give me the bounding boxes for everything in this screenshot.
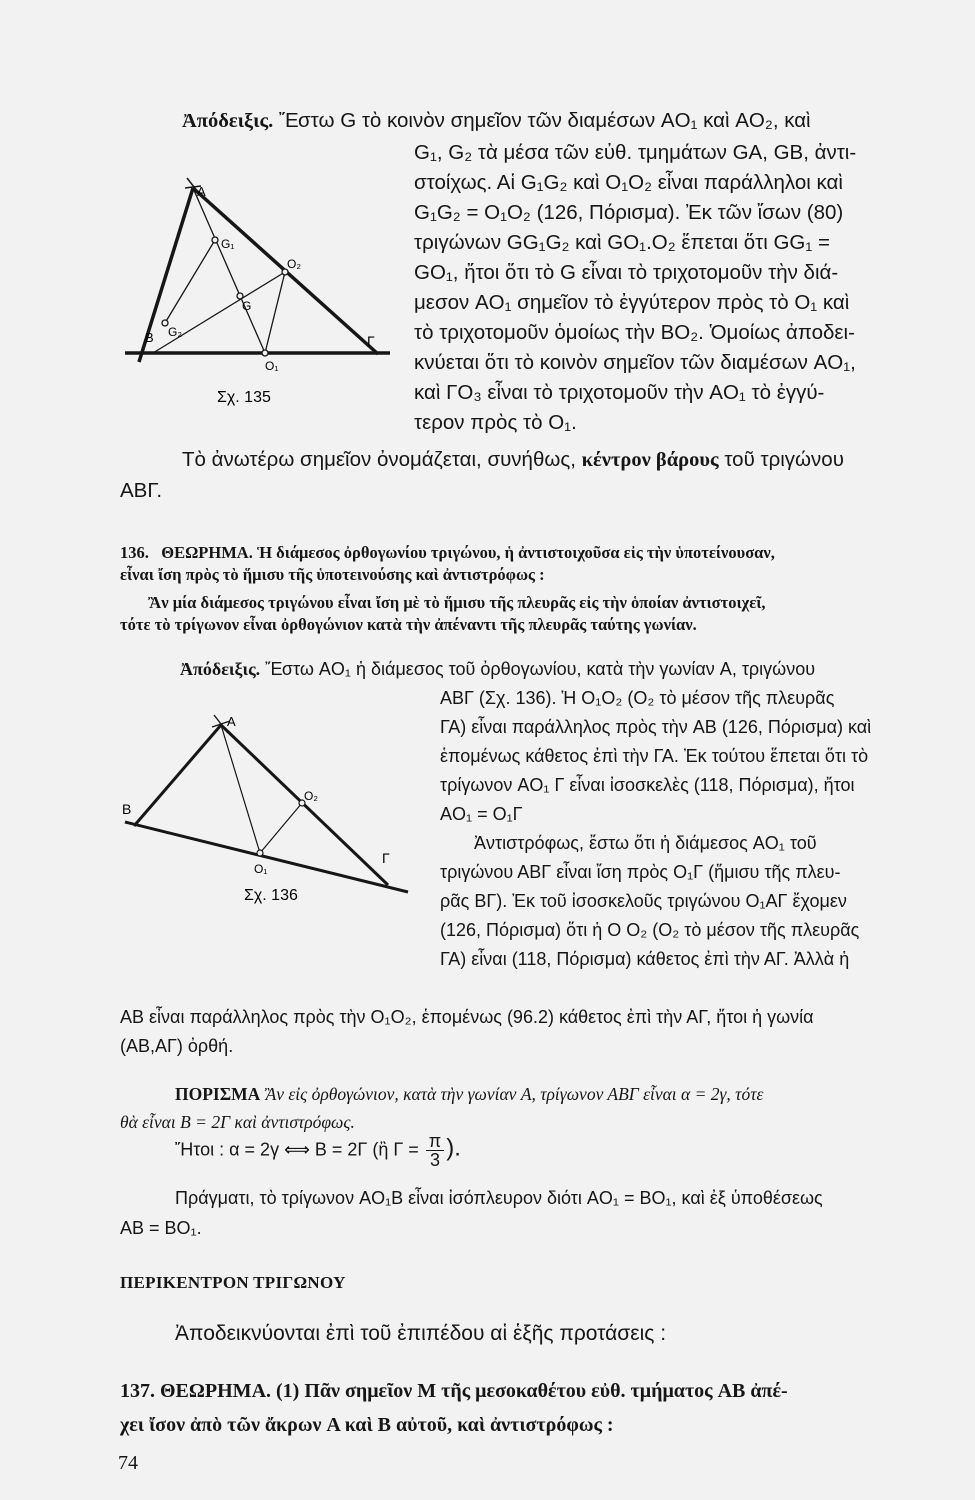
proof-136-full-lines [120, 1003, 970, 1061]
section-intro: Ἀποδεικνύονται ἐπὶ τοῦ ἐπιπέδου αἱ ἑξῆς προτάσεις : [175, 1322, 667, 1345]
theorem-137 [120, 1374, 970, 1442]
figure-135-caption: Σχ. 135 [217, 389, 271, 406]
proof-135-line: τριγώνων GG₁G₂ καὶ GO₁.O₂ ἕπεται ὅτι GG₁ = [414, 231, 830, 254]
formula-fraction [426, 1132, 444, 1169]
section-title: ΠΕΡΙΚΕΝΤΡΟΝ ΤΡΙΓΩΝΟΥ [120, 1273, 346, 1292]
label-b: B [145, 330, 154, 345]
segment-o1o2 [265, 272, 285, 353]
label-gamma: Γ [367, 333, 375, 349]
proof-135-line: στοίχως. Αἱ G₁G₂ καὶ O₁O₂ εἶναι παράλληλοι καὶ [414, 171, 843, 194]
label-g2: G₂ [168, 325, 182, 339]
label-o2: O₂ [304, 789, 318, 803]
theorem-137-line: 137. ΘΕΩΡΗΜΑ. (1) Πᾶν σημεῖον Μ τῆς μεσοκαθέτου εὐθ. τμήματος AB ἀπέ- [120, 1380, 788, 1402]
proof-136-line: τριγώνου ΑΒΓ εἶναι ἴση πρὸς O₁Γ (ἥμισυ τῆς πλευ- [440, 862, 841, 882]
proof-135-text-block [414, 138, 964, 438]
label-g1: G₁ [221, 237, 235, 251]
proof-136-text-block [440, 684, 970, 974]
figure-136 [120, 700, 430, 915]
fraction-denominator: 3 [429, 1150, 440, 1170]
centroid-triangle: ΑΒΓ. [120, 479, 163, 502]
proof-136-line: ΑΒΓ (Σχ. 136). Ἡ O₁O₂ (O₂ τὸ μέσον τῆς πλευρᾶς [440, 688, 835, 708]
proof-136-line: ΓΑ) εἶναι παράλληλος πρὸς τὴν AB (126, Πόρισμα) καὶ [440, 717, 872, 737]
label-b: B [122, 801, 132, 817]
figure-135 [125, 170, 395, 415]
proof-136-line: (126, Πόρισμα) ὅτι ἡ O O₂ (O₂ τὸ μέσον τῆς πλευρᾶς [440, 920, 860, 940]
proof-135-line: τερον πρὸς τὸ O₁. [414, 411, 577, 434]
median-ao1 [193, 188, 265, 353]
proof-135-label: Ἀπόδειξις. [182, 110, 274, 132]
side-bg [125, 822, 408, 892]
centroid-paragraph [182, 445, 964, 475]
theorem-136-title: ΘΕΩΡΗΜΑ. [161, 543, 253, 562]
label-o1: O₁ [254, 862, 268, 876]
label-a: A [197, 184, 206, 199]
label-a: A [227, 714, 236, 729]
proof-136-line: ΓΑ) εἶναι (118, Πόρισμα) κάθετος ἐπὶ τὴν ΑΓ. Ἀλλὰ ἡ [440, 949, 850, 969]
proof-136-label: Ἀπόδειξις. [180, 659, 261, 679]
proof-136-line: AO₁ = O₁Γ [440, 804, 523, 824]
proof-135-first-line [182, 106, 964, 136]
proof-136-line: Ἀντιστρόφως, ἔστω ὅτι ἡ διάμεσος AO₁ τοῦ [474, 833, 817, 853]
fraction-numerator: π [426, 1132, 444, 1151]
proof-136-line: AB εἶναι παράλληλος πρὸς τὴν O₁O₂, ἑπομένως (96.2) κάθετος ἐπὶ τὴν ΑΓ, ἤτοι ἡ γωνία [120, 1007, 814, 1027]
proof-136-line: τρίγωνον AO₁ Γ εἶναι ἰσοσκελὲς (118, Πόρισμα), ἤτοι [440, 775, 855, 795]
corollary [120, 1080, 970, 1136]
centroid-term: κέντρον βάρους [581, 449, 719, 471]
label-gamma: Γ [382, 850, 390, 866]
formula-close: ). [446, 1134, 461, 1162]
proof-136-line: Ἔστω AO₁ ἡ διάμεσος τοῦ ὀρθογωνίου, κατὰ τὴν γωνίαν A, τριγώνου [265, 659, 816, 679]
proof-135-line: G₁G₂ = O₁O₂ (126, Πόρισμα). Ἐκ τῶν ἴσων (80) [414, 201, 844, 224]
proof-135-line: G₁, G₂ τὰ μέσα τῶν εὐθ. τμημάτων GA, GB, ἀντι- [414, 141, 857, 164]
proof-136-line: ρᾶς ΒΓ). Ἐκ τοῦ ἰσοσκελοῦς τριγώνου O₁ΑΓ ἔχομεν [440, 891, 847, 911]
theorem-136-converse-cont: τότε τὸ τρίγωνον εἶναι ὀρθογώνιον κατὰ τὴν ἀπέναντι τῆς πλευρᾶς ταύτης γωνίαν. [120, 615, 697, 634]
centroid-text: Τὸ ἀνωτέρω σημεῖον ὀνομάζεται, συνήθως, [182, 448, 576, 471]
corollary-formula [175, 1132, 461, 1169]
proof-135-line: GO₁, ἤτοι ὅτι τὸ G εἶναι τὸ τριχοτομοῦν τὴν διά- [414, 261, 839, 284]
proof-135-line: μεσον AO₁ σημεῖον τὸ ἐγγύτερον πρὸς τὸ O₁ καὶ [414, 291, 850, 314]
page-number: 74 [118, 1452, 138, 1474]
segment-o1o2 [260, 803, 302, 853]
corollary-label: ΠΟΡΙΣΜΑ [175, 1084, 261, 1104]
formula-text: Ἤτοι : α = 2γ ⟺ B = 2Γ (ἢ Γ = [175, 1139, 419, 1160]
proof-135-line: τὸ τριχοτομοῦν ὁμοίως τὴν BO₂. Ὁμοίως ἀποδει- [414, 321, 855, 344]
corollary-text: Ἂν εἰς ὀρθογώνιον, κατὰ τὴν γωνίαν A, τρίγωνον ΑΒΓ εἶναι α = 2γ, τότε [264, 1084, 764, 1104]
theorem-137-line: χει ἴσον ἀπὸ τῶν ἄκρων A καὶ B αὐτοῦ, καὶ ἀντιστρόφως : [120, 1414, 614, 1436]
corollary-proof-line: AB = BO₁. [120, 1218, 202, 1238]
theorem-136-statement: Ἡ διάμεσος ὀρθογωνίου τριγώνου, ἡ ἀντιστοιχοῦσα εἰς τὴν ὑποτείνουσαν, [256, 543, 775, 562]
label-o2: O₂ [287, 257, 301, 271]
theorem-136-converse: Ἂν μία διάμεσος τριγώνου εἶναι ἴση μὲ τὸ ἥμισυ τῆς πλευρᾶς εἰς τὴν ὁποίαν ἀντιστοιχεῖ, [148, 593, 766, 612]
theorem-136-number: 136. [120, 543, 149, 562]
corollary-proof-line: Πράγματι, τὸ τρίγωνον AO₁B εἶναι ἰσόπλευρον διότι AO₁ = BO₁, καὶ ἐξ ὑποθέσεως [175, 1188, 823, 1208]
theorem-136 [120, 542, 970, 636]
corollary-text-cont: θὰ εἶναι B = 2Γ καὶ ἀντιστρόφως. [120, 1112, 355, 1132]
side-ab [134, 725, 221, 826]
proof-136-line: ἑπομένως κάθετος ἐπὶ τὴν ΓΑ. Ἐκ τούτου ἕπεται ὅτι τὸ [440, 746, 869, 766]
corollary-proof [120, 1183, 970, 1243]
figure-136-caption: Σχ. 136 [244, 887, 298, 904]
proof-136-first-line [180, 655, 970, 684]
theorem-136-statement-cont: εἶναι ἴση πρὸς τὸ ἥμισυ τῆς ὑποτεινούσης καὶ ἀντιστρόφως : [120, 565, 545, 584]
median-bo2 [153, 272, 285, 353]
label-o1: O₁ [265, 359, 279, 373]
label-g: G [242, 299, 252, 313]
proof-135-line: κνύεται ὅτι τὸ κοινὸν σημεῖον τῶν διαμέσων AO₁, [414, 351, 856, 374]
proof-135-line: καὶ ΓO₃ εἶναι τὸ τριχοτομοῦν τὴν AO₁ τὸ ἐγγύ- [414, 381, 825, 404]
centroid-text-end: τοῦ τριγώνου [724, 448, 844, 471]
proof-136-line: (AB,ΑΓ) ὀρθή. [120, 1036, 234, 1056]
proof-135-line: Ἔστω G τὸ κοινὸν σημεῖον τῶν διαμέσων AO₁ καὶ AO₂, καὶ [279, 109, 811, 132]
